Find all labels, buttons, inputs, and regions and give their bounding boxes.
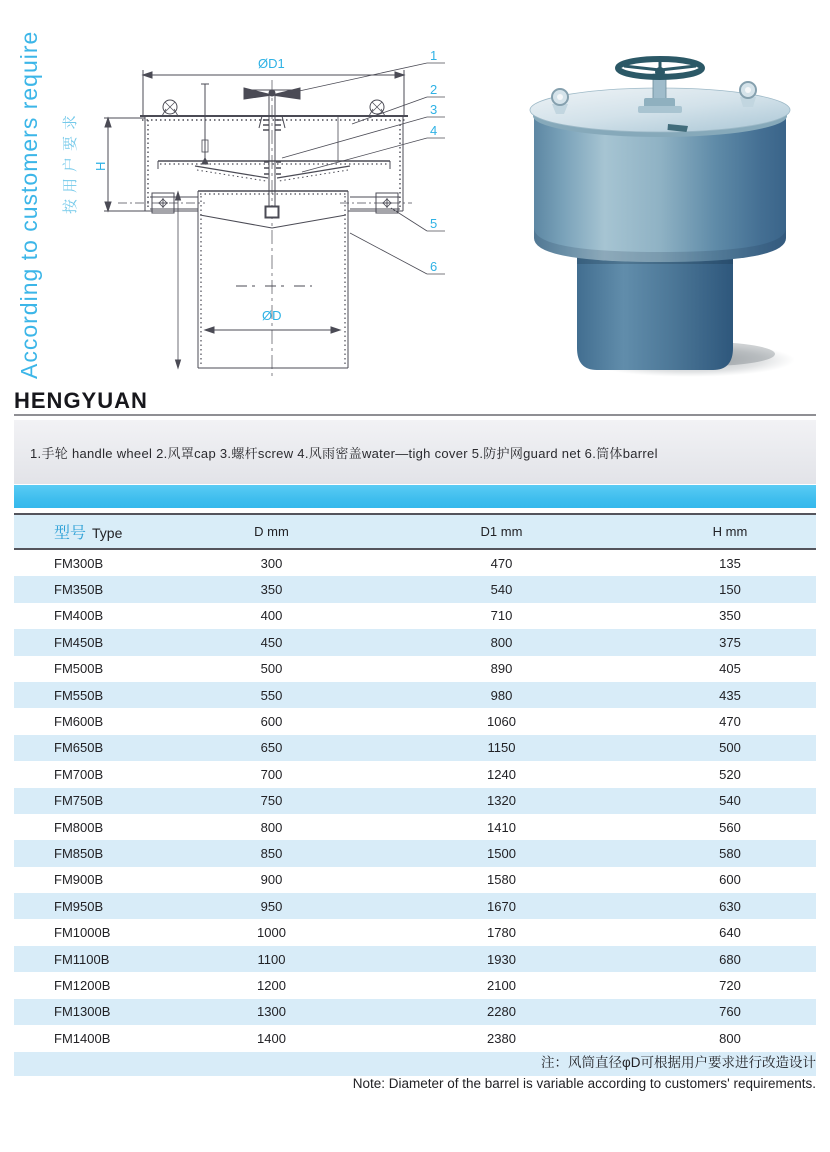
table-cell: 640 xyxy=(719,925,741,941)
header-type xyxy=(14,520,184,543)
table-row xyxy=(14,814,816,840)
table-cell: 700 xyxy=(260,766,283,782)
table-cell: 2100 xyxy=(487,977,516,993)
table-row xyxy=(14,893,816,919)
table-cell: 890 xyxy=(490,661,513,677)
table-cell: 800 xyxy=(490,634,513,650)
table-cell: 470 xyxy=(719,714,741,730)
table-row xyxy=(14,999,816,1025)
table-row xyxy=(14,550,816,576)
table-row xyxy=(14,656,816,682)
table-cell: 630 xyxy=(719,898,741,914)
table-cell: FM1000B xyxy=(54,925,111,941)
table-cell: 375 xyxy=(719,634,741,650)
table-cell: FM650B xyxy=(54,740,104,756)
table-row xyxy=(14,919,816,945)
table-cell: 680 xyxy=(719,951,741,967)
table-cell: 1150 xyxy=(487,740,516,756)
table-cell: 350 xyxy=(719,608,741,624)
table-row xyxy=(14,1025,816,1051)
table-cell: 435 xyxy=(719,687,741,703)
table-cell: 1320 xyxy=(487,793,516,809)
leader-5: 5 xyxy=(430,216,438,231)
table-row xyxy=(14,946,816,972)
table-cell: 850 xyxy=(260,845,283,861)
table-cell: 1060 xyxy=(487,714,516,730)
table-cell: FM1200B xyxy=(54,977,111,993)
table-cell: FM450B xyxy=(54,634,104,650)
table-cell: 520 xyxy=(719,766,741,782)
table-cell: FM750B xyxy=(54,793,104,809)
header-h: H mm xyxy=(712,524,748,539)
table-cell: 150 xyxy=(719,582,741,598)
table-top-band xyxy=(14,485,816,508)
leader-4: 4 xyxy=(430,123,438,138)
table-cell: 1400 xyxy=(257,1030,286,1046)
table-row xyxy=(14,788,816,814)
table-cell: 580 xyxy=(719,845,741,861)
table-cell: FM850B xyxy=(54,845,104,861)
table-cell: FM550B xyxy=(54,687,104,703)
leader-2: 2 xyxy=(430,82,438,97)
table-cell: 600 xyxy=(260,714,283,730)
table-cell: 2380 xyxy=(487,1030,516,1046)
table-cell: 300 xyxy=(260,555,283,571)
table-cell: 800 xyxy=(260,819,283,835)
table-cell: FM500B xyxy=(54,661,104,677)
vertical-slogan-en: According to customers require xyxy=(16,30,42,379)
leader-1: 1 xyxy=(430,48,438,63)
table-cell: 750 xyxy=(260,793,283,809)
dim-label-h: H xyxy=(93,161,108,171)
table-row xyxy=(14,603,816,629)
parts-legend: 1.手轮 handle wheel 2.风罩cap 3.螺杆screw 4.风雨密盖water—tigh cover 5.防护网guard net 6.筒体barrel xyxy=(30,445,658,461)
table-cell: 1300 xyxy=(257,1004,286,1020)
technical-drawing xyxy=(90,40,450,385)
table-cell: 1240 xyxy=(487,766,516,782)
dim-label-d: ØD xyxy=(262,308,282,323)
table-cell: 350 xyxy=(260,582,283,598)
table-cell: 450 xyxy=(260,634,283,650)
leader-3: 3 xyxy=(430,102,438,117)
table-cell: 500 xyxy=(260,661,283,677)
table-cell: 900 xyxy=(260,872,283,888)
table-cell: 720 xyxy=(719,977,741,993)
table-cell: FM800B xyxy=(54,819,104,835)
table-cell: 1000 xyxy=(257,925,286,941)
table-cell: 1580 xyxy=(487,872,516,888)
table-cell: FM600B xyxy=(54,714,104,730)
table-cell: 540 xyxy=(719,793,741,809)
table-cell: 135 xyxy=(719,555,741,571)
note-en: Note: Diameter of the barrel is variable according to customers' requirements. xyxy=(352,1076,816,1091)
table-cell: FM400B xyxy=(54,608,104,624)
table-cell: FM1100B xyxy=(54,951,110,967)
table-cell: FM700B xyxy=(54,766,104,782)
table-cell: FM1300B xyxy=(54,1004,111,1020)
header-d1: D1 mm xyxy=(480,524,523,539)
table-cell: 950 xyxy=(260,898,283,914)
table-body xyxy=(14,550,816,1051)
table-row xyxy=(14,682,816,708)
table-cell: 500 xyxy=(719,740,741,756)
table-row xyxy=(14,972,816,998)
table-header xyxy=(14,513,816,550)
product-photo xyxy=(500,48,810,383)
vertical-slogan-cn: 按用户要求 xyxy=(62,108,79,214)
table-cell: 1500 xyxy=(487,845,516,861)
table-row xyxy=(14,867,816,893)
table-cell: 760 xyxy=(719,1004,741,1020)
table-cell: FM300B xyxy=(54,555,104,571)
dim-label-d1: ØD1 xyxy=(258,56,285,71)
table-cell: 1670 xyxy=(487,898,516,914)
table-cell: FM350B xyxy=(54,582,104,598)
note-cn: 注：风筒直径φD可根据用户要求进行改造设计 xyxy=(540,1055,816,1070)
table-row xyxy=(14,761,816,787)
footnotes xyxy=(353,1052,816,1094)
title-divider xyxy=(14,414,816,416)
table-cell: 405 xyxy=(719,661,741,677)
page-title: HENGYUAN xyxy=(14,388,148,413)
table-cell: FM1400B xyxy=(54,1030,111,1046)
table-cell: 400 xyxy=(260,608,283,624)
table-cell: 1200 xyxy=(257,977,286,993)
table-cell: 650 xyxy=(260,740,283,756)
table-cell: 540 xyxy=(490,582,513,598)
table-cell: 560 xyxy=(719,819,741,835)
header-type-en: Type xyxy=(92,525,123,541)
header-d: D mm xyxy=(254,524,289,539)
spec-table xyxy=(14,485,816,1076)
table-cell: 1410 xyxy=(487,819,516,835)
table-cell: 1100 xyxy=(257,951,286,967)
table-cell: FM900B xyxy=(54,872,104,888)
table-row xyxy=(14,735,816,761)
table-cell: 710 xyxy=(490,608,513,624)
table-cell: 1930 xyxy=(487,951,516,967)
table-row xyxy=(14,708,816,734)
table-row xyxy=(14,629,816,655)
table-cell: 980 xyxy=(490,687,513,703)
table-cell: 1780 xyxy=(487,925,516,941)
table-cell: FM950B xyxy=(54,898,104,914)
table-cell: 550 xyxy=(260,687,283,703)
parts-legend-band xyxy=(14,420,816,484)
table-cell: 2280 xyxy=(487,1004,516,1020)
table-row xyxy=(14,576,816,602)
header-type-cn: 型号 xyxy=(54,525,87,542)
table-row xyxy=(14,840,816,866)
table-cell: 800 xyxy=(719,1030,741,1046)
leader-6: 6 xyxy=(430,259,438,274)
table-cell: 470 xyxy=(490,555,513,571)
table-cell: 600 xyxy=(719,872,741,888)
